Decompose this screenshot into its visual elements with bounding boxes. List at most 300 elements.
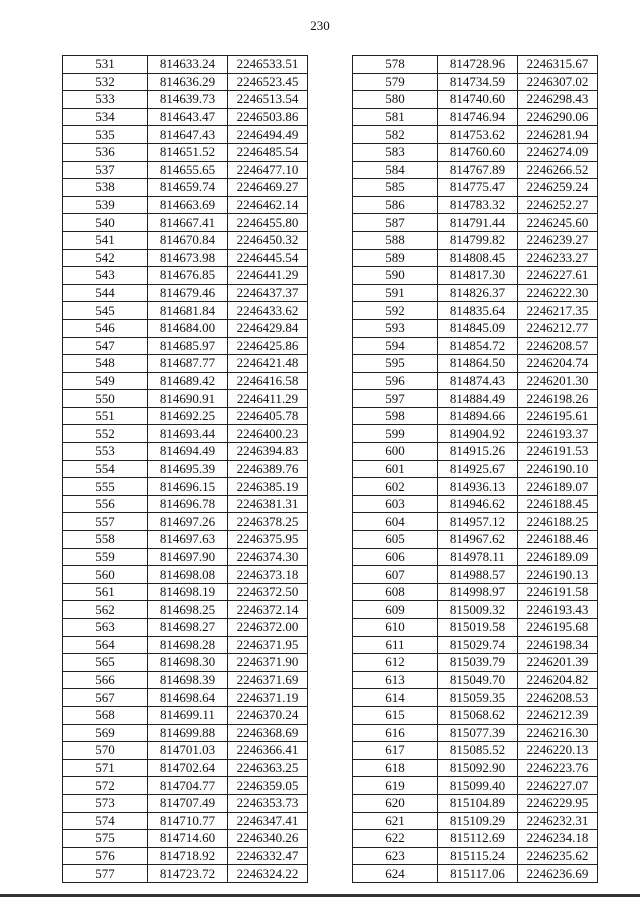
y-coordinate-cell: 2246239.27 — [518, 231, 598, 249]
point-number-cell: 586 — [353, 196, 438, 214]
y-coordinate-cell: 2246212.39 — [518, 706, 598, 724]
y-coordinate-cell: 2246193.37 — [518, 425, 598, 443]
table-row — [353, 794, 598, 812]
table-row — [63, 689, 308, 707]
y-coordinate-cell: 2246494.49 — [228, 126, 308, 144]
table-row — [353, 179, 598, 197]
x-coordinate-cell: 814746.94 — [438, 108, 518, 126]
point-number-cell: 587 — [353, 214, 438, 232]
point-number-cell: 555 — [63, 478, 148, 496]
x-coordinate-cell: 814734.59 — [438, 73, 518, 91]
y-coordinate-cell: 2246195.68 — [518, 619, 598, 637]
table-row — [63, 759, 308, 777]
y-coordinate-cell: 2246411.29 — [228, 390, 308, 408]
x-coordinate-cell: 815077.39 — [438, 724, 518, 742]
point-number-cell: 613 — [353, 671, 438, 689]
y-coordinate-cell: 2246217.35 — [518, 302, 598, 320]
point-number-cell: 569 — [63, 724, 148, 742]
x-coordinate-cell: 814775.47 — [438, 179, 518, 197]
x-coordinate-cell: 814698.08 — [148, 566, 228, 584]
table-row — [353, 196, 598, 214]
table-row — [63, 161, 308, 179]
table-row — [353, 759, 598, 777]
y-coordinate-cell: 2246307.02 — [518, 73, 598, 91]
x-coordinate-cell: 815099.40 — [438, 777, 518, 795]
point-number-cell: 551 — [63, 407, 148, 425]
y-coordinate-cell: 2246233.27 — [518, 249, 598, 267]
table-row — [353, 777, 598, 795]
y-coordinate-cell: 2246366.41 — [228, 742, 308, 760]
table-row — [353, 724, 598, 742]
y-coordinate-cell: 2246190.10 — [518, 460, 598, 478]
point-number-cell: 577 — [63, 865, 148, 883]
table-row — [63, 56, 308, 74]
point-number-cell: 558 — [63, 531, 148, 549]
point-number-cell: 570 — [63, 742, 148, 760]
x-coordinate-cell: 814684.00 — [148, 319, 228, 337]
y-coordinate-cell: 2246223.76 — [518, 759, 598, 777]
table-row — [353, 513, 598, 531]
table-row — [353, 425, 598, 443]
point-number-cell: 543 — [63, 267, 148, 285]
y-coordinate-cell: 2246201.30 — [518, 372, 598, 390]
table-row — [353, 671, 598, 689]
y-coordinate-cell: 2246229.95 — [518, 794, 598, 812]
point-number-cell: 617 — [353, 742, 438, 760]
x-coordinate-cell: 815085.52 — [438, 742, 518, 760]
point-number-cell: 531 — [63, 56, 148, 74]
x-coordinate-cell: 814676.85 — [148, 267, 228, 285]
point-number-cell: 583 — [353, 143, 438, 161]
y-coordinate-cell: 2246188.25 — [518, 513, 598, 531]
x-coordinate-cell: 814667.41 — [148, 214, 228, 232]
y-coordinate-cell: 2246236.69 — [518, 865, 598, 883]
point-number-cell: 565 — [63, 654, 148, 672]
point-number-cell: 540 — [63, 214, 148, 232]
y-coordinate-cell: 2246405.78 — [228, 407, 308, 425]
table-row — [63, 478, 308, 496]
point-number-cell: 547 — [63, 337, 148, 355]
y-coordinate-cell: 2246363.25 — [228, 759, 308, 777]
point-number-cell: 600 — [353, 443, 438, 461]
x-coordinate-cell: 814904.92 — [438, 425, 518, 443]
y-coordinate-cell: 2246373.18 — [228, 566, 308, 584]
coordinate-table-left — [62, 55, 308, 883]
y-coordinate-cell: 2246188.46 — [518, 531, 598, 549]
x-coordinate-cell: 815112.69 — [438, 830, 518, 848]
x-coordinate-cell: 814799.82 — [438, 231, 518, 249]
point-number-cell: 574 — [63, 812, 148, 830]
y-coordinate-cell: 2246372.50 — [228, 583, 308, 601]
x-coordinate-cell: 814967.62 — [438, 531, 518, 549]
table-row — [63, 742, 308, 760]
table-row — [353, 865, 598, 883]
table-row — [353, 337, 598, 355]
table-row — [63, 671, 308, 689]
table-row — [63, 531, 308, 549]
table-row — [353, 161, 598, 179]
y-coordinate-cell: 2246485.54 — [228, 143, 308, 161]
x-coordinate-cell: 814817.30 — [438, 267, 518, 285]
point-number-cell: 622 — [353, 830, 438, 848]
point-number-cell: 619 — [353, 777, 438, 795]
x-coordinate-cell: 814698.25 — [148, 601, 228, 619]
y-coordinate-cell: 2246375.95 — [228, 531, 308, 549]
point-number-cell: 538 — [63, 179, 148, 197]
table-row — [63, 337, 308, 355]
point-number-cell: 611 — [353, 636, 438, 654]
y-coordinate-cell: 2246433.62 — [228, 302, 308, 320]
point-number-cell: 548 — [63, 355, 148, 373]
y-coordinate-cell: 2246298.43 — [518, 91, 598, 109]
y-coordinate-cell: 2246189.09 — [518, 548, 598, 566]
point-number-cell: 588 — [353, 231, 438, 249]
x-coordinate-cell: 814655.65 — [148, 161, 228, 179]
y-coordinate-cell: 2246371.19 — [228, 689, 308, 707]
x-coordinate-cell: 815019.58 — [438, 619, 518, 637]
y-coordinate-cell: 2246394.83 — [228, 443, 308, 461]
y-coordinate-cell: 2246290.06 — [518, 108, 598, 126]
table-row — [63, 407, 308, 425]
point-number-cell: 579 — [353, 73, 438, 91]
table-row — [63, 108, 308, 126]
point-number-cell: 605 — [353, 531, 438, 549]
table-row — [353, 407, 598, 425]
point-number-cell: 607 — [353, 566, 438, 584]
y-coordinate-cell: 2246445.54 — [228, 249, 308, 267]
x-coordinate-cell: 814681.84 — [148, 302, 228, 320]
table-row — [63, 73, 308, 91]
x-coordinate-cell: 814915.26 — [438, 443, 518, 461]
table-row — [353, 548, 598, 566]
table-row — [63, 196, 308, 214]
point-number-cell: 541 — [63, 231, 148, 249]
y-coordinate-cell: 2246266.52 — [518, 161, 598, 179]
x-coordinate-cell: 815104.89 — [438, 794, 518, 812]
y-coordinate-cell: 2246193.43 — [518, 601, 598, 619]
x-coordinate-cell: 814670.84 — [148, 231, 228, 249]
table-row — [353, 742, 598, 760]
x-coordinate-cell: 814698.30 — [148, 654, 228, 672]
x-coordinate-cell: 814687.77 — [148, 355, 228, 373]
table-row — [63, 583, 308, 601]
y-coordinate-cell: 2246220.13 — [518, 742, 598, 760]
table-row — [353, 583, 598, 601]
point-number-cell: 594 — [353, 337, 438, 355]
point-number-cell: 582 — [353, 126, 438, 144]
table-row — [63, 390, 308, 408]
x-coordinate-cell: 814698.19 — [148, 583, 228, 601]
table-row — [353, 249, 598, 267]
table-row — [353, 619, 598, 637]
y-coordinate-cell: 2246450.32 — [228, 231, 308, 249]
x-coordinate-cell: 814693.44 — [148, 425, 228, 443]
x-coordinate-cell: 814698.28 — [148, 636, 228, 654]
table-row — [353, 601, 598, 619]
point-number-cell: 614 — [353, 689, 438, 707]
table-row — [353, 689, 598, 707]
table-row — [353, 231, 598, 249]
point-number-cell: 599 — [353, 425, 438, 443]
x-coordinate-cell: 815049.70 — [438, 671, 518, 689]
table-row — [63, 231, 308, 249]
table-row — [63, 284, 308, 302]
x-coordinate-cell: 814695.39 — [148, 460, 228, 478]
table-row — [63, 724, 308, 742]
x-coordinate-cell: 815109.29 — [438, 812, 518, 830]
y-coordinate-cell: 2246227.07 — [518, 777, 598, 795]
point-number-cell: 584 — [353, 161, 438, 179]
x-coordinate-cell: 814854.72 — [438, 337, 518, 355]
point-number-cell: 534 — [63, 108, 148, 126]
x-coordinate-cell: 814692.25 — [148, 407, 228, 425]
point-number-cell: 568 — [63, 706, 148, 724]
y-coordinate-cell: 2246252.27 — [518, 196, 598, 214]
y-coordinate-cell: 2246222.30 — [518, 284, 598, 302]
table-row — [353, 143, 598, 161]
point-number-cell: 621 — [353, 812, 438, 830]
point-number-cell: 533 — [63, 91, 148, 109]
point-number-cell: 575 — [63, 830, 148, 848]
x-coordinate-cell: 814767.89 — [438, 161, 518, 179]
table-row — [353, 636, 598, 654]
x-coordinate-cell: 814696.15 — [148, 478, 228, 496]
x-coordinate-cell: 814760.60 — [438, 143, 518, 161]
table-row — [353, 91, 598, 109]
point-number-cell: 623 — [353, 847, 438, 865]
table-row — [353, 355, 598, 373]
table-row — [63, 91, 308, 109]
point-number-cell: 535 — [63, 126, 148, 144]
y-coordinate-cell: 2246347.41 — [228, 812, 308, 830]
table-row — [353, 267, 598, 285]
y-coordinate-cell: 2246371.90 — [228, 654, 308, 672]
y-coordinate-cell: 2246462.14 — [228, 196, 308, 214]
point-number-cell: 608 — [353, 583, 438, 601]
y-coordinate-cell: 2246191.58 — [518, 583, 598, 601]
table-row — [353, 706, 598, 724]
y-coordinate-cell: 2246227.61 — [518, 267, 598, 285]
y-coordinate-cell: 2246371.69 — [228, 671, 308, 689]
y-coordinate-cell: 2246190.13 — [518, 566, 598, 584]
x-coordinate-cell: 814685.97 — [148, 337, 228, 355]
y-coordinate-cell: 2246385.19 — [228, 478, 308, 496]
table-row — [353, 126, 598, 144]
point-number-cell: 603 — [353, 495, 438, 513]
x-coordinate-cell: 814679.46 — [148, 284, 228, 302]
table-row — [63, 425, 308, 443]
point-number-cell: 564 — [63, 636, 148, 654]
y-coordinate-cell: 2246315.67 — [518, 56, 598, 74]
point-number-cell: 585 — [353, 179, 438, 197]
x-coordinate-cell: 814826.37 — [438, 284, 518, 302]
y-coordinate-cell: 2246195.61 — [518, 407, 598, 425]
y-coordinate-cell: 2246274.09 — [518, 143, 598, 161]
point-number-cell: 593 — [353, 319, 438, 337]
x-coordinate-cell: 814845.09 — [438, 319, 518, 337]
y-coordinate-cell: 2246245.60 — [518, 214, 598, 232]
point-number-cell: 539 — [63, 196, 148, 214]
table-row — [63, 513, 308, 531]
y-coordinate-cell: 2246340.26 — [228, 830, 308, 848]
table-row — [63, 777, 308, 795]
table-row — [353, 302, 598, 320]
y-coordinate-cell: 2246523.45 — [228, 73, 308, 91]
x-coordinate-cell: 814663.69 — [148, 196, 228, 214]
point-number-cell: 573 — [63, 794, 148, 812]
x-coordinate-cell: 814633.24 — [148, 56, 228, 74]
y-coordinate-cell: 2246259.24 — [518, 179, 598, 197]
table-row — [63, 143, 308, 161]
point-number-cell: 612 — [353, 654, 438, 672]
x-coordinate-cell: 814697.63 — [148, 531, 228, 549]
x-coordinate-cell: 815117.06 — [438, 865, 518, 883]
point-number-cell: 536 — [63, 143, 148, 161]
y-coordinate-cell: 2246429.84 — [228, 319, 308, 337]
table-row — [63, 636, 308, 654]
y-coordinate-cell: 2246372.14 — [228, 601, 308, 619]
point-number-cell: 610 — [353, 619, 438, 637]
y-coordinate-cell: 2246324.22 — [228, 865, 308, 883]
coordinate-table-right — [352, 55, 598, 883]
x-coordinate-cell: 815059.35 — [438, 689, 518, 707]
x-coordinate-cell: 814689.42 — [148, 372, 228, 390]
x-coordinate-cell: 814864.50 — [438, 355, 518, 373]
y-coordinate-cell: 2246469.27 — [228, 179, 308, 197]
table-row — [63, 214, 308, 232]
x-coordinate-cell: 814753.62 — [438, 126, 518, 144]
point-number-cell: 590 — [353, 267, 438, 285]
y-coordinate-cell: 2246212.77 — [518, 319, 598, 337]
table-row — [63, 847, 308, 865]
y-coordinate-cell: 2246208.57 — [518, 337, 598, 355]
table-row — [63, 126, 308, 144]
x-coordinate-cell: 814707.49 — [148, 794, 228, 812]
point-number-cell: 615 — [353, 706, 438, 724]
table-row — [63, 267, 308, 285]
table-row — [353, 284, 598, 302]
x-coordinate-cell: 814690.91 — [148, 390, 228, 408]
y-coordinate-cell: 2246455.80 — [228, 214, 308, 232]
table-row — [63, 179, 308, 197]
table-row — [353, 108, 598, 126]
y-coordinate-cell: 2246372.00 — [228, 619, 308, 637]
x-coordinate-cell: 814835.64 — [438, 302, 518, 320]
y-coordinate-cell: 2246425.86 — [228, 337, 308, 355]
point-number-cell: 597 — [353, 390, 438, 408]
y-coordinate-cell: 2246232.31 — [518, 812, 598, 830]
coordinate-table-left-body — [63, 56, 308, 883]
coordinate-table-right-body — [353, 56, 598, 883]
point-number-cell: 589 — [353, 249, 438, 267]
x-coordinate-cell: 815068.62 — [438, 706, 518, 724]
point-number-cell: 596 — [353, 372, 438, 390]
table-row — [63, 865, 308, 883]
y-coordinate-cell: 2246234.18 — [518, 830, 598, 848]
table-row — [63, 706, 308, 724]
point-number-cell: 561 — [63, 583, 148, 601]
y-coordinate-cell: 2246368.69 — [228, 724, 308, 742]
point-number-cell: 602 — [353, 478, 438, 496]
y-coordinate-cell: 2246477.10 — [228, 161, 308, 179]
point-number-cell: 595 — [353, 355, 438, 373]
y-coordinate-cell: 2246204.82 — [518, 671, 598, 689]
point-number-cell: 554 — [63, 460, 148, 478]
table-row — [353, 566, 598, 584]
x-coordinate-cell: 814699.88 — [148, 724, 228, 742]
x-coordinate-cell: 814697.26 — [148, 513, 228, 531]
point-number-cell: 591 — [353, 284, 438, 302]
point-number-cell: 532 — [63, 73, 148, 91]
x-coordinate-cell: 815115.24 — [438, 847, 518, 865]
table-row — [353, 847, 598, 865]
y-coordinate-cell: 2246370.24 — [228, 706, 308, 724]
point-number-cell: 563 — [63, 619, 148, 637]
y-coordinate-cell: 2246198.26 — [518, 390, 598, 408]
table-row — [353, 531, 598, 549]
x-coordinate-cell: 814673.98 — [148, 249, 228, 267]
x-coordinate-cell: 814699.11 — [148, 706, 228, 724]
table-row — [63, 619, 308, 637]
x-coordinate-cell: 814714.60 — [148, 830, 228, 848]
table-row — [63, 654, 308, 672]
x-coordinate-cell: 814698.64 — [148, 689, 228, 707]
table-row — [353, 390, 598, 408]
x-coordinate-cell: 814698.39 — [148, 671, 228, 689]
table-row — [63, 249, 308, 267]
y-coordinate-cell: 2246400.23 — [228, 425, 308, 443]
x-coordinate-cell: 815092.90 — [438, 759, 518, 777]
point-number-cell: 562 — [63, 601, 148, 619]
x-coordinate-cell: 814808.45 — [438, 249, 518, 267]
point-number-cell: 550 — [63, 390, 148, 408]
y-coordinate-cell: 2246189.07 — [518, 478, 598, 496]
x-coordinate-cell: 814723.72 — [148, 865, 228, 883]
table-row — [63, 812, 308, 830]
table-row — [353, 319, 598, 337]
point-number-cell: 545 — [63, 302, 148, 320]
point-number-cell: 592 — [353, 302, 438, 320]
x-coordinate-cell: 815009.32 — [438, 601, 518, 619]
point-number-cell: 560 — [63, 566, 148, 584]
table-row — [353, 214, 598, 232]
x-coordinate-cell: 815029.74 — [438, 636, 518, 654]
y-coordinate-cell: 2246281.94 — [518, 126, 598, 144]
x-coordinate-cell: 814702.64 — [148, 759, 228, 777]
x-coordinate-cell: 814957.12 — [438, 513, 518, 531]
x-coordinate-cell: 814696.78 — [148, 495, 228, 513]
table-row — [63, 601, 308, 619]
x-coordinate-cell: 814791.44 — [438, 214, 518, 232]
y-coordinate-cell: 2246513.54 — [228, 91, 308, 109]
table-row — [353, 73, 598, 91]
point-number-cell: 620 — [353, 794, 438, 812]
table-row — [353, 495, 598, 513]
y-coordinate-cell: 2246201.39 — [518, 654, 598, 672]
point-number-cell: 601 — [353, 460, 438, 478]
x-coordinate-cell: 815039.79 — [438, 654, 518, 672]
y-coordinate-cell: 2246191.53 — [518, 443, 598, 461]
y-coordinate-cell: 2246208.53 — [518, 689, 598, 707]
x-coordinate-cell: 814874.43 — [438, 372, 518, 390]
point-number-cell: 553 — [63, 443, 148, 461]
table-row — [353, 460, 598, 478]
table-row — [353, 654, 598, 672]
table-row — [353, 56, 598, 74]
x-coordinate-cell: 814884.49 — [438, 390, 518, 408]
y-coordinate-cell: 2246204.74 — [518, 355, 598, 373]
x-coordinate-cell: 814697.90 — [148, 548, 228, 566]
